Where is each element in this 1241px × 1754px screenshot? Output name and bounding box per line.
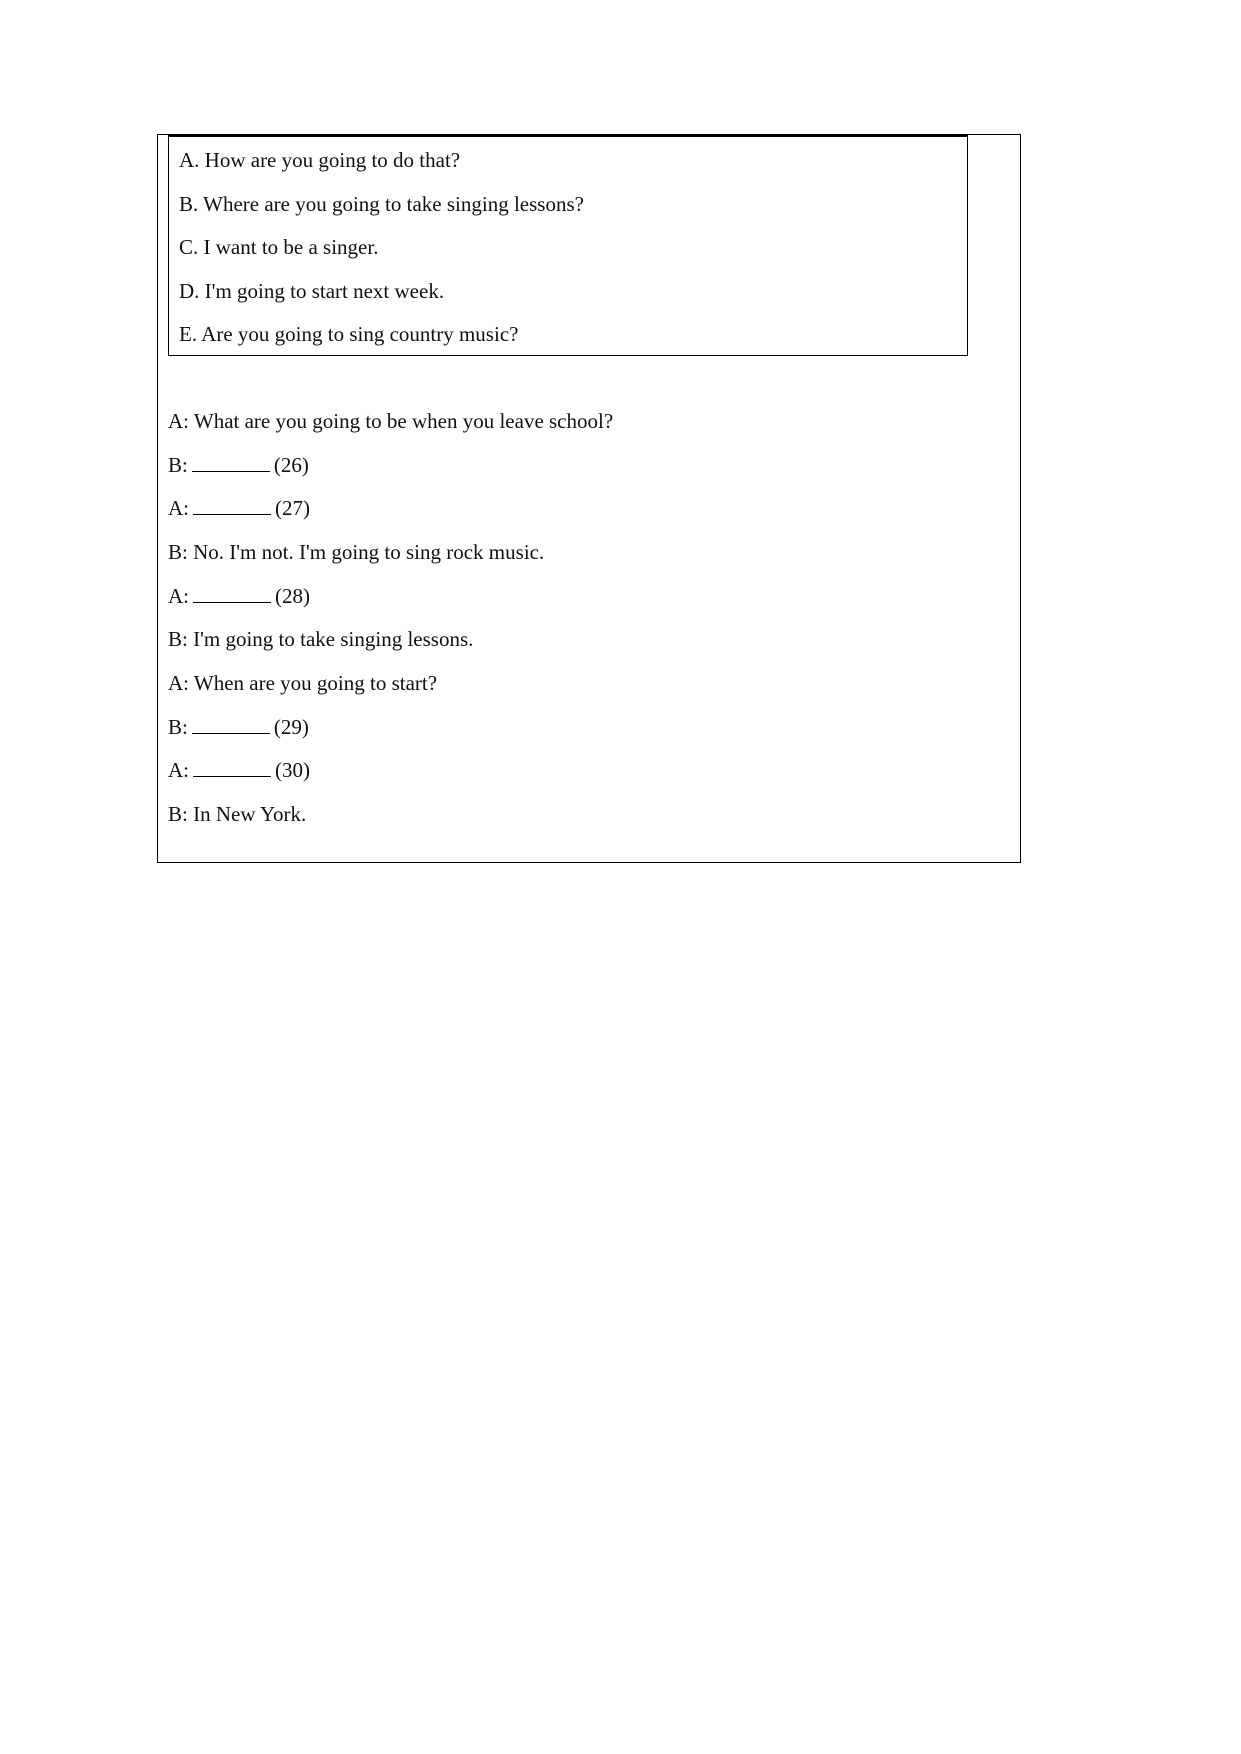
speaker-label: B: [168, 627, 188, 651]
option-d: D. I'm going to start next week. [179, 279, 445, 303]
dialogue-line-blank [168, 715, 309, 739]
speaker-label: A: [168, 496, 189, 520]
question-number: (27) [275, 496, 310, 520]
dialogue-line [168, 802, 306, 826]
options-box [168, 135, 968, 356]
answer-blank[interactable] [193, 584, 271, 603]
option-e: E. Are you going to sing country music? [179, 322, 519, 346]
option-a: A. How are you going to do that? [179, 148, 461, 172]
speaker-label: B: [168, 453, 188, 477]
speaker-label: B: [168, 715, 188, 739]
dialogue-line-blank [168, 496, 310, 520]
option-b: B. Where are you going to take singing lessons? [179, 192, 584, 216]
dialogue-text: When are you going to start? [193, 671, 438, 695]
dialogue-text: No. I'm not. I'm going to sing rock music. [193, 540, 545, 564]
question-number: (30) [275, 758, 310, 782]
question-number: (26) [273, 453, 309, 477]
question-number: (28) [275, 584, 310, 608]
dialogue-line [168, 540, 544, 564]
answer-blank[interactable] [192, 715, 270, 734]
question-number: (29) [273, 715, 309, 739]
answer-blank[interactable] [193, 758, 271, 777]
dialogue-line [168, 627, 473, 651]
answer-blank[interactable] [193, 496, 271, 515]
speaker-label: A: [168, 671, 189, 695]
speaker-label: A: [168, 584, 189, 608]
dialogue-text: In New York. [193, 802, 307, 826]
dialogue-line [168, 409, 613, 433]
exercise-frame [157, 134, 1021, 863]
speaker-label: B: [168, 540, 188, 564]
dialogue-line-blank [168, 453, 309, 477]
speaker-label: A: [168, 409, 189, 433]
option-c: C. I want to be a singer. [179, 235, 379, 259]
dialogue-text: What are you going to be when you leave school? [193, 409, 614, 433]
dialogue-text: I'm going to take singing lessons. [193, 627, 474, 651]
speaker-label: B: [168, 802, 188, 826]
answer-blank[interactable] [192, 453, 270, 472]
speaker-label: A: [168, 758, 189, 782]
dialogue-line-blank [168, 758, 310, 782]
dialogue-line-blank [168, 584, 310, 608]
dialogue-line [168, 671, 437, 695]
